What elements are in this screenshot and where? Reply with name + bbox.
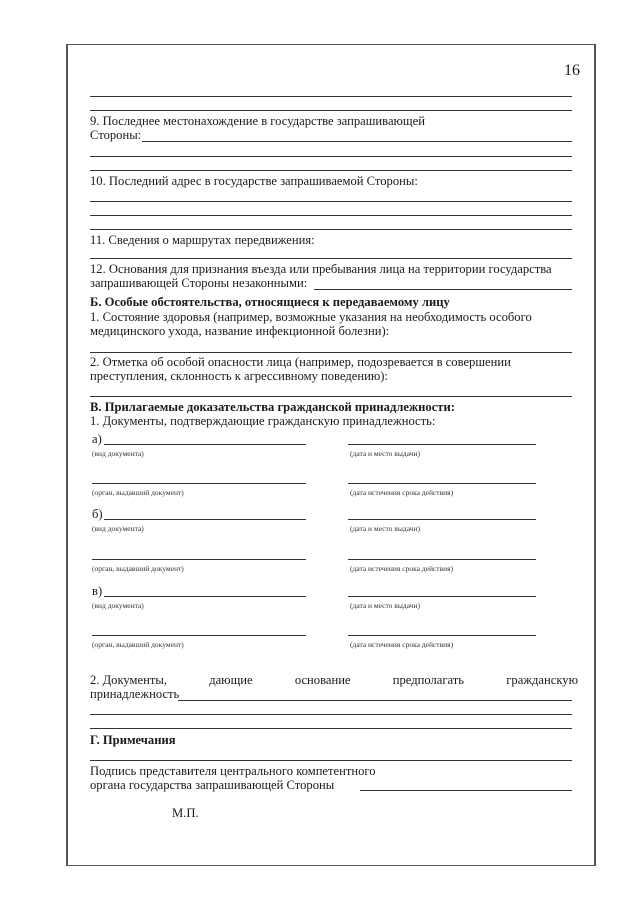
section-b-p2-line-1: 2. Отметка об особой опасности лица (например, подозревается в совершении: [90, 355, 511, 369]
issuer-caption: (орган, выдавший документ): [92, 564, 184, 573]
blank-line: [90, 229, 572, 230]
section-b-p2-line-2: преступления, склонность к агрессивному поведению):: [90, 369, 388, 383]
item-9-fill-line: [142, 141, 572, 142]
doc-type-line: [104, 519, 306, 520]
signature-line-1: Подпись представителя центрального компетентного: [90, 764, 376, 778]
section-b-p1-line-1: 1. Состояние здоровья (например, возможные указания на необходимость особого: [90, 310, 532, 324]
blank-line: [90, 714, 572, 715]
word: дающие: [209, 673, 253, 687]
blank-line: [90, 156, 572, 157]
expiry-caption: (дата истечения срока действия): [350, 640, 454, 649]
blank-line: [90, 760, 572, 761]
stamp-label: М.П.: [172, 806, 199, 820]
date-place-caption: (дата и место выдачи): [350, 524, 421, 533]
item-9-line-1: 9. Последнее местонахождение в государстве запрашивающей: [90, 114, 425, 128]
blank-line: [90, 215, 572, 216]
page-number: 16: [564, 62, 580, 79]
section-v-p2-line-1: [90, 673, 578, 687]
blank-line: [90, 396, 572, 397]
section-b-title: Б. Особые обстоятельства, относящиеся к передаваемому лицу: [90, 295, 450, 309]
blank-line: [90, 728, 572, 729]
date-place-caption: (дата и место выдачи): [350, 449, 421, 458]
issuer-line: [92, 635, 306, 636]
blank-line: [90, 170, 572, 171]
fill-line: [178, 700, 572, 701]
item-9-line-2: Стороны:: [90, 128, 142, 142]
item-11-label: 11. Сведения о маршрутах передвижения:: [90, 233, 315, 247]
doc-type-line: [104, 444, 306, 445]
blank-line: [90, 110, 572, 111]
blank-line: [90, 201, 572, 202]
signature-line-2: органа государства запрашивающей Стороны: [90, 778, 335, 792]
expiry-caption: (дата истечения срока действия): [350, 488, 454, 497]
word: 2. Документы,: [90, 673, 167, 687]
doc-letter: б): [92, 507, 103, 521]
expiry-line: [348, 559, 536, 560]
blank-line: [90, 258, 572, 259]
section-g-title: Г. Примечания: [90, 733, 176, 747]
blank-line: [90, 352, 572, 353]
date-place-caption: (дата и место выдачи): [350, 601, 421, 610]
expiry-line: [348, 483, 536, 484]
date-place-line: [348, 519, 536, 520]
doc-type-caption: (вид документа): [92, 524, 144, 533]
issuer-caption: (орган, выдавший документ): [92, 488, 184, 497]
blank-line: [90, 96, 572, 97]
expiry-caption: (дата истечения срока действия): [350, 564, 454, 573]
item-10-label: 10. Последний адрес в государстве запрашиваемой Стороны:: [90, 174, 418, 188]
issuer-line: [92, 559, 306, 560]
item-12-fill-line: [314, 289, 572, 290]
issuer-caption: (орган, выдавший документ): [92, 640, 184, 649]
date-place-line: [348, 444, 536, 445]
section-v-title: В. Прилагаемые доказательства гражданской принадлежности:: [90, 400, 455, 414]
word: основание: [294, 673, 351, 687]
date-place-line: [348, 596, 536, 597]
doc-type-caption: (вид документа): [92, 449, 144, 458]
word: предполагать: [392, 673, 465, 687]
doc-type-caption: (вид документа): [92, 601, 144, 610]
item-12-line-2: запрашивающей Стороны незаконными:: [90, 276, 308, 290]
item-12-line-1: 12. Основания для признания въезда или пребывания лица на территории государства: [90, 262, 552, 276]
doc-letter: в): [92, 584, 103, 598]
issuer-line: [92, 483, 306, 484]
section-b-p1-line-2: медицинского ухода, название инфекционной болезни):: [90, 324, 390, 338]
expiry-line: [348, 635, 536, 636]
doc-type-line: [104, 596, 306, 597]
signature-line: [360, 790, 572, 791]
section-v-p2-line-2: принадлежность: [90, 687, 180, 701]
word: гражданскую: [506, 673, 578, 687]
section-v-p1: 1. Документы, подтверждающие гражданскую принадлежность:: [90, 414, 436, 428]
doc-letter: а): [92, 432, 102, 446]
